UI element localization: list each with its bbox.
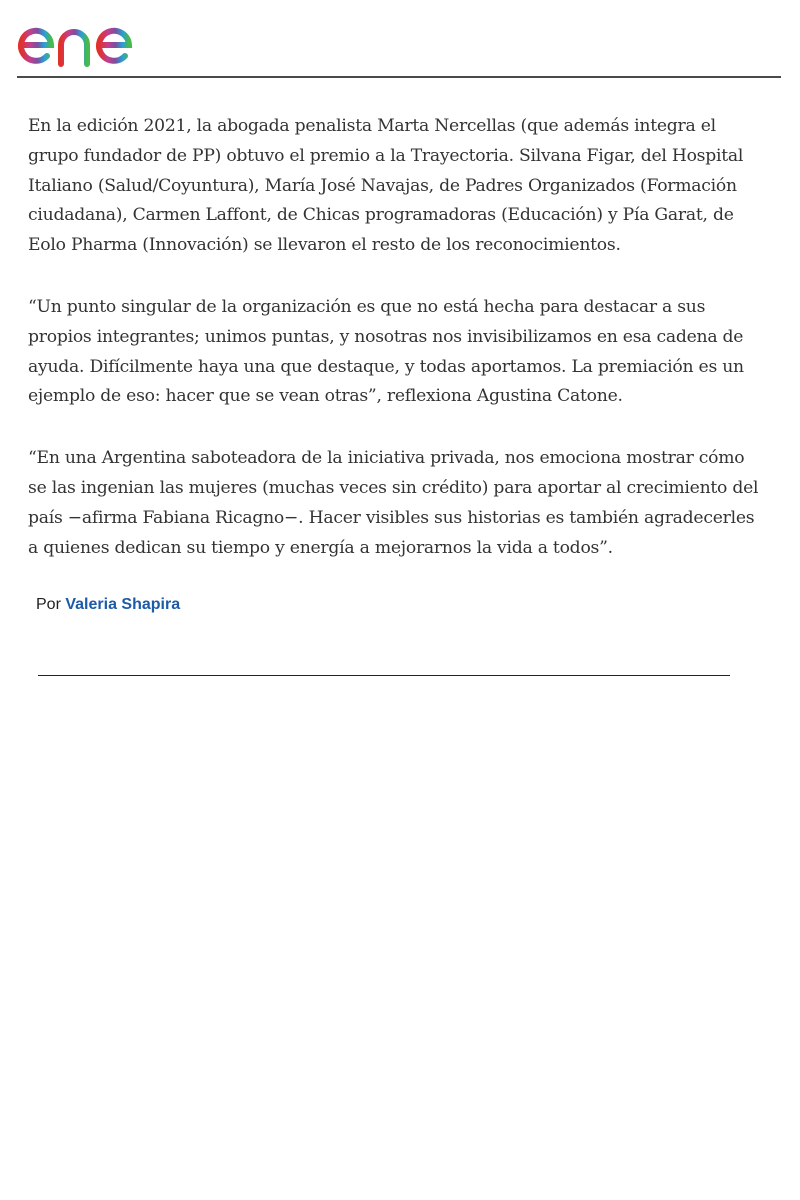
byline-prefix: Por [36,596,61,613]
paragraph: “Un punto singular de la organización es que no está hecha para destacar a sus propios integrantes; unimos puntas, y nosotras nos invisibilizamos en esa cadena de ayuda. Difícilmente haya una que destaque, y todas aportamos. La premiación es un ejemplo de eso: hacer que se vean otras”, reflexiona Agustina Catone. [28,296,744,407]
site-header [17,14,781,78]
article-body [28,112,768,595]
author-link[interactable]: Valeria Shapira [65,596,181,613]
paragraph: En la edición 2021, la abogada penalista Marta Nercellas (que además integra el grupo fundador de PP) obtuvo el premio a la Trayectoria. Silvana Figar, del Hospital Italiano (Salud/Coyuntura), María José Navajas, de Padres Organizados (Formación ciudadana), Carmen Laffont, de Chicas programadoras (Educación) y Pía Garat, de Eolo Pharma (Innovación) se llevaron el resto de los reconocimientos. [28,116,744,256]
byline [36,596,180,614]
enel-logo[interactable] [17,16,169,70]
divider [38,675,730,676]
paragraph: “En una Argentina saboteadora de la iniciativa privada, nos emociona mostrar cómo se las ingenian las mujeres (muchas veces sin crédito) para aportar al crecimiento del país −afirma Fabiana Ricagno−. Hacer visibles sus historias es también agradecerles a quienes dedican su tiempo y energía a mejorarnos la vida a todos”. [28,448,759,558]
